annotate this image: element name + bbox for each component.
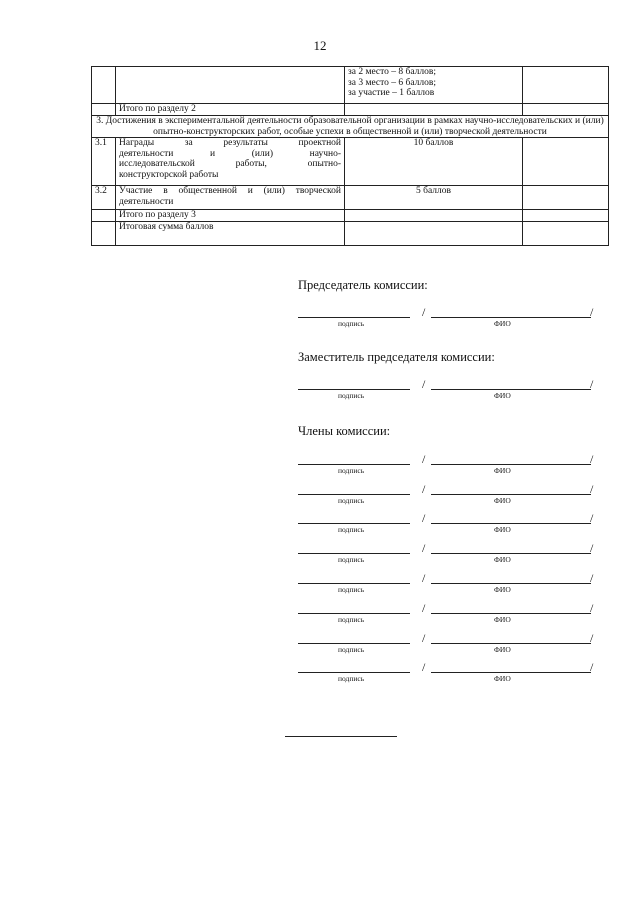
signature-line — [298, 307, 410, 318]
signature-row-member — [298, 603, 598, 629]
fio-caption: ФИО — [494, 496, 511, 505]
name-line: исследовательской работы, опытно- — [119, 159, 341, 169]
signature-caption: подпись — [338, 615, 365, 624]
slash: / — [590, 571, 594, 585]
number-cell — [92, 222, 116, 246]
fio-line — [431, 482, 594, 496]
signature-line — [298, 379, 410, 390]
signature-row-chairman — [298, 307, 598, 333]
slash: / — [590, 377, 594, 391]
slash: / — [590, 452, 594, 466]
number-cell — [92, 67, 116, 104]
score-cell — [523, 67, 609, 104]
signature-row-member — [298, 484, 598, 510]
fio-caption: ФИО — [494, 645, 511, 654]
number-cell — [92, 104, 116, 116]
name-cell — [116, 67, 345, 104]
fio-line — [431, 377, 594, 391]
name-cell — [116, 138, 345, 186]
slash: / — [422, 601, 426, 615]
points-cell — [345, 210, 523, 222]
table-row — [92, 67, 609, 104]
number-cell: 3.2 — [92, 186, 116, 210]
points-cell — [345, 222, 523, 246]
signature-caption: подпись — [338, 466, 365, 475]
signature-caption: подпись — [338, 555, 365, 564]
subtotal-label: Итого по разделу 2 — [116, 104, 345, 116]
signature-line — [298, 484, 410, 495]
points-line: за 2 место – 8 баллов; — [348, 67, 437, 77]
slash: / — [422, 571, 426, 585]
signature-row-member — [298, 454, 598, 480]
signature-caption: подпись — [338, 525, 365, 534]
fio-caption: ФИО — [494, 615, 511, 624]
signature-caption: подпись — [338, 674, 365, 683]
score-cell — [523, 222, 609, 246]
signature-caption: подпись — [338, 391, 365, 400]
page-number: 12 — [313, 38, 327, 53]
score-cell — [523, 210, 609, 222]
signature-row-member — [298, 633, 598, 659]
signature-caption: подпись — [338, 645, 365, 654]
fio-line — [431, 631, 594, 645]
chairman-title: Председатель комиссии: — [298, 278, 428, 292]
number-cell: 3.1 — [92, 138, 116, 186]
name-line: деятельности и (или) научно- — [119, 148, 341, 159]
signature-line — [298, 513, 410, 524]
section-3-header: 3. Достижения в экспериментальной деятельности образовательной организации в рамках научно-исследовательских и (или) опытно-конструкторских работ, особые успехи в общественной и (или) творческой деятельности — [92, 116, 609, 138]
signature-line — [298, 603, 410, 614]
slash: / — [422, 660, 426, 674]
subtotal-row-section-3 — [92, 210, 609, 222]
signature-line — [298, 662, 410, 673]
score-cell — [523, 104, 609, 116]
score-cell — [523, 186, 609, 210]
slash: / — [422, 305, 426, 319]
fio-line — [431, 541, 594, 555]
signature-row-member — [298, 662, 598, 688]
slash: / — [422, 482, 426, 496]
fio-caption: ФИО — [494, 391, 511, 400]
grand-total-row — [92, 222, 609, 246]
slash: / — [422, 541, 426, 555]
points-line: за участие – 1 баллов — [348, 88, 435, 98]
points-cell: 10 баллов — [345, 138, 523, 186]
signature-caption: подпись — [338, 496, 365, 505]
signature-caption: подпись — [338, 319, 365, 328]
fio-caption: ФИО — [494, 319, 511, 328]
name-cell: Участие в общественной и (или) творческой деятельности — [116, 186, 345, 210]
fio-line — [431, 660, 594, 674]
slash: / — [590, 601, 594, 615]
fio-line — [431, 511, 594, 525]
subtotal-label: Итого по разделу 3 — [116, 210, 345, 222]
table-row-3-2 — [92, 186, 609, 210]
grand-total-label: Итоговая сумма баллов — [116, 222, 345, 246]
signature-line — [298, 573, 410, 584]
fio-caption: ФИО — [494, 555, 511, 564]
signature-caption: подпись — [338, 585, 365, 594]
points-cell — [345, 67, 523, 104]
slash: / — [422, 511, 426, 525]
signature-row-member — [298, 573, 598, 599]
slash: / — [422, 452, 426, 466]
members-title: Члены комиссии: — [298, 424, 391, 438]
signature-row-member — [298, 513, 598, 539]
slash: / — [590, 541, 594, 555]
points-cell: 5 баллов — [345, 186, 523, 210]
slash: / — [590, 305, 594, 319]
name-line: конструкторской работы — [119, 169, 219, 180]
slash: / — [590, 631, 594, 645]
name-line: Награды за результаты проектной — [119, 138, 341, 148]
fio-line — [431, 305, 594, 319]
slash: / — [590, 511, 594, 525]
score-cell — [523, 138, 609, 186]
fio-caption: ФИО — [494, 585, 511, 594]
table-row-3-1 — [92, 138, 609, 186]
signature-row-deputy — [298, 379, 598, 405]
fio-line — [431, 452, 594, 466]
fio-caption: ФИО — [494, 466, 511, 475]
points-cell — [345, 104, 523, 116]
signature-line — [298, 543, 410, 554]
deputy-title: Заместитель председателя комиссии: — [298, 350, 495, 364]
number-cell — [92, 210, 116, 222]
slash: / — [590, 482, 594, 496]
slash: / — [590, 660, 594, 674]
end-separator-line — [285, 736, 397, 737]
score-table — [91, 66, 609, 246]
section-3-header-row — [92, 116, 609, 138]
signature-line — [298, 633, 410, 644]
fio-caption: ФИО — [494, 674, 511, 683]
subtotal-row-section-2 — [92, 104, 609, 116]
fio-line — [431, 601, 594, 615]
slash: / — [422, 631, 426, 645]
signature-line — [298, 454, 410, 465]
fio-caption: ФИО — [494, 525, 511, 534]
points-line: за 3 место – 6 баллов; — [348, 77, 437, 88]
slash: / — [422, 377, 426, 391]
fio-line — [431, 571, 594, 585]
signature-row-member — [298, 543, 598, 569]
